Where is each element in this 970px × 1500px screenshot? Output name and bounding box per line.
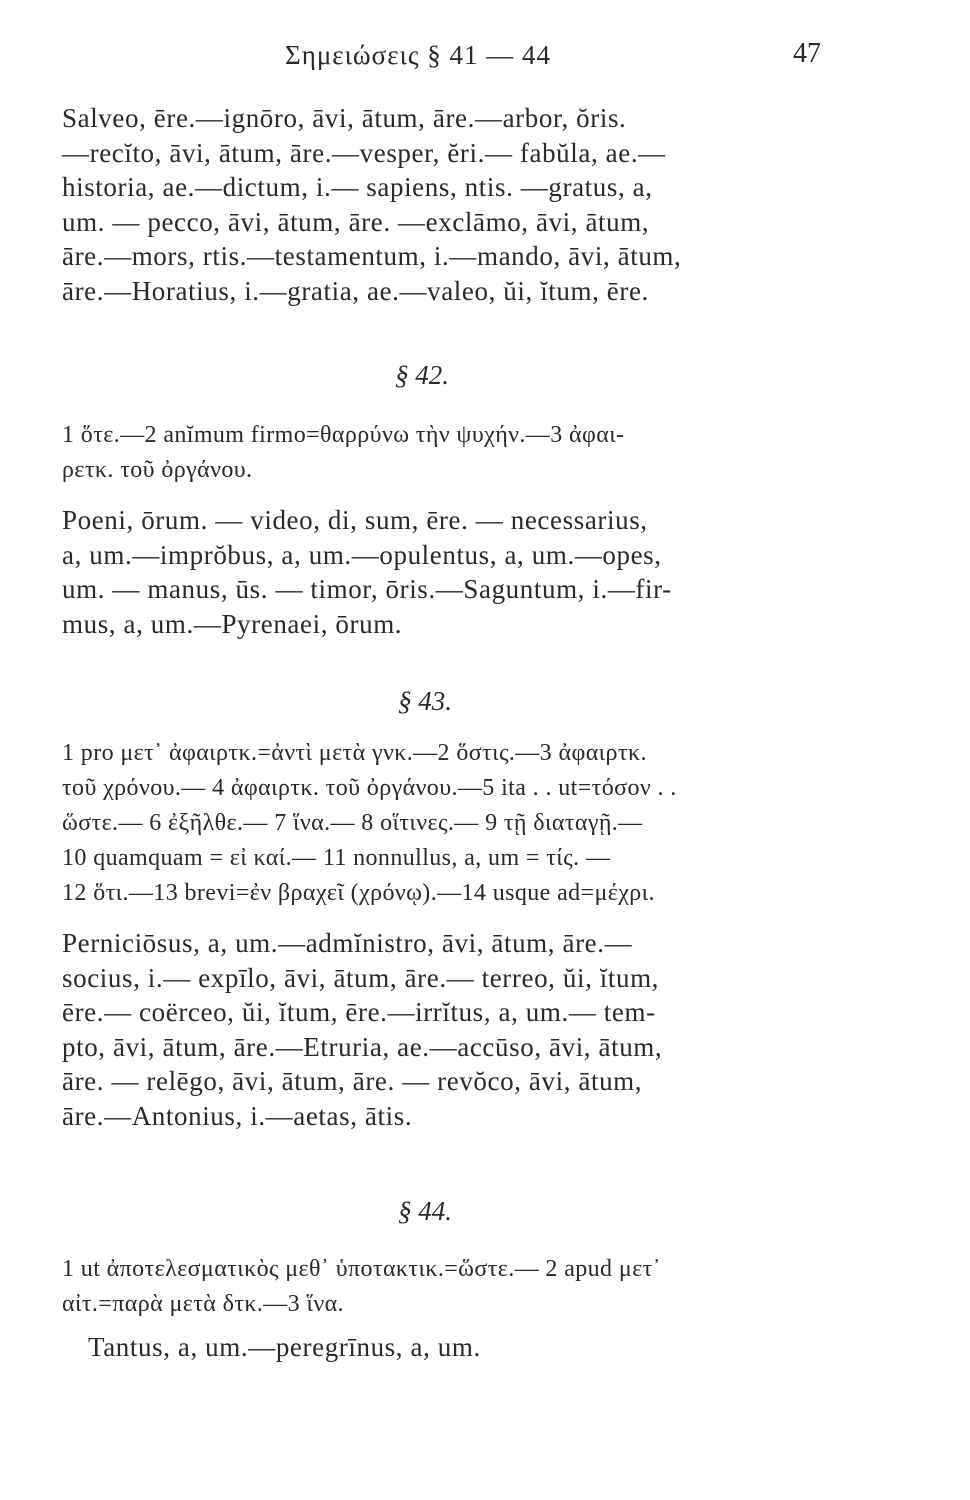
note-line: ὥστε.— 6 ἐξῆλθε.— 7 ἵνα.— 8 οἵτινες.— 9 τῇ διαταγῇ.— bbox=[62, 810, 643, 836]
note-line: 1 pro μετ᾽ ἀφαιρτκ.=ἀντὶ μετὰ γνκ.—2 ὅστις.—3 ἀφαιρτκ. bbox=[62, 740, 647, 766]
vocab-line: um. — pecco, āvi, ātum, āre. —exclāmo, āvi, ātum, bbox=[62, 206, 650, 237]
section44-notes bbox=[62, 1252, 852, 1322]
vocab-line: Tantus, a, um.—peregrīnus, a, um. bbox=[88, 1332, 481, 1362]
vocab-line: a, um.—imprŏbus, a, um.—opulentus, a, um.—opes, bbox=[62, 539, 662, 570]
section42-heading: § 42. bbox=[395, 360, 449, 390]
running-head bbox=[0, 40, 970, 80]
note-line: 1 ὅτε.—2 anĭmum firmo=θαρρύνω τὴν ψυχήν.—3 ἀφαι- bbox=[62, 422, 625, 448]
section41-vocabulary bbox=[62, 101, 852, 308]
note-line: αἰτ.=παρὰ μετὰ δτκ.—3 ἵνα. bbox=[62, 1291, 344, 1317]
section43-notes bbox=[62, 736, 852, 911]
vocab-line: um. — manus, ūs. — timor, ōris.—Saguntum, i.—fir- bbox=[62, 574, 672, 604]
vocab-line: Poeni, ōrum. — video, di, sum, ēre. — necessarius, bbox=[62, 505, 648, 535]
vocab-line: Perniciōsus, a, um.—admĭnistro, āvi, ātum, āre.— bbox=[62, 928, 633, 958]
vocab-line: socius, i.— expīlo, āvi, ātum, āre.— terreo, ŭi, ĭtum, bbox=[62, 962, 660, 993]
vocab-line: āre.—Horatius, i.—gratia, ae.—valeo, ŭi, ĭtum, ēre. bbox=[62, 275, 649, 306]
vocab-line: pto, āvi, ātum, āre.—Etruria, ae.—accūso, āvi, ātum, bbox=[62, 1031, 663, 1062]
section43-heading: § 43. bbox=[398, 686, 452, 716]
note-line: 12 ὅτι.—13 brevi=ἐν βραχεῖ (χρόνῳ).—14 usque ad=μέχρι. bbox=[62, 880, 655, 906]
vocab-line: historia, ae.—dictum, i.— sapiens, ntis. —gratus, a, bbox=[62, 172, 653, 202]
page-number: 47 bbox=[793, 38, 821, 69]
vocab-line: mus, a, um.—Pyrenaei, ōrum. bbox=[62, 608, 403, 639]
vocab-line: āre. — relēgo, āvi, ātum, āre. — revŏco, āvi, ātum, bbox=[62, 1066, 643, 1096]
note-line: ρετκ. τοῦ ὀργάνου. bbox=[62, 457, 253, 483]
section42-vocabulary bbox=[62, 503, 852, 641]
section44-heading: § 44. bbox=[398, 1196, 452, 1226]
vocab-line: ēre.— coërceo, ŭi, ĭtum, ēre.—irrĭtus, a, um.— tem- bbox=[62, 997, 656, 1027]
section43-vocabulary bbox=[62, 926, 852, 1133]
note-line: 10 quamquam = εἰ καί.— 11 nonnullus, a, um = τίς. — bbox=[62, 845, 611, 871]
note-line: τοῦ χρόνου.— 4 ἀφαιρτκ. τοῦ ὀργάνου.—5 ita . . ut=τόσον . . bbox=[62, 775, 677, 801]
vocab-line: —recĭto, āvi, ātum, āre.—vesper, ĕri.— fabŭla, ae.— bbox=[62, 137, 666, 168]
section42-notes bbox=[62, 415, 852, 485]
running-title: Σημειώσεις § 41 — 44 bbox=[285, 40, 552, 70]
note-line: 1 ut ἀποτελεσματικὸς μεθ᾽ ὑποτακτικ.=ὥστε.— 2 apud μετ᾽ bbox=[62, 1256, 662, 1282]
vocab-line: Salveo, ēre.—ignōro, āvi, ātum, āre.—arbor, ŏris. bbox=[62, 103, 627, 133]
section44-vocabulary bbox=[88, 1330, 878, 1365]
vocab-line: āre.—mors, rtis.—testamentum, i.—mando, āvi, ātum, bbox=[62, 241, 682, 271]
vocab-line: āre.—Antonius, i.—aetas, ātis. bbox=[62, 1100, 413, 1131]
